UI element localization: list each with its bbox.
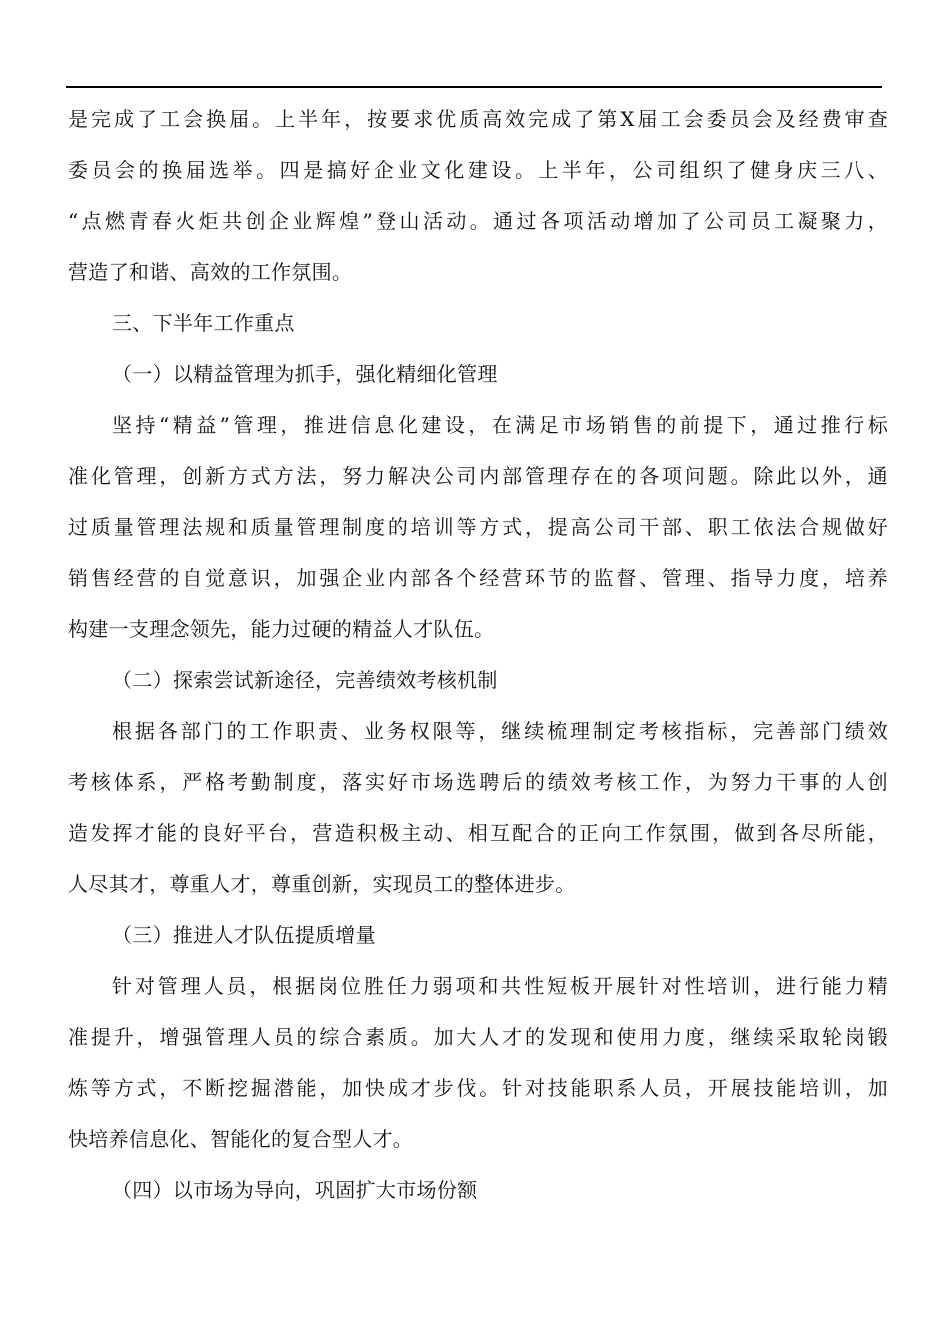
text-line: 炼等方式，不断挖掘潜能，加快成才步伐。针对技能职系人员，开展技能培训，加 (68, 1076, 888, 1100)
document-body (68, 94, 888, 1216)
text-line: 构建一支理念领先，能力过硬的精益人才队伍。 (68, 617, 495, 641)
subsection-heading: （四）以市场为导向，巩固扩大市场份额 (112, 1178, 478, 1202)
text-line: 坚持“精益”管理，推进信息化建设，在满足市场销售的前提下，通过推行标 (112, 413, 888, 437)
text-line: 营造了和谐、高效的工作氛围。 (68, 260, 353, 284)
text-line: 过质量管理法规和质量管理制度的培训等方式，提高公司干部、职工依法合规做好 (68, 515, 888, 539)
text-line: 根据各部门的工作职责、业务权限等，继续梳理制定考核指标，完善部门绩效 (112, 719, 888, 743)
text-line: 造发挥才能的良好平台，营造积极主动、相互配合的正向工作氛围，做到各尽所能， (68, 821, 888, 845)
subsection-heading: （三）推进人才队伍提质增量 (112, 923, 376, 947)
header-rule (66, 86, 882, 88)
subsection-heading: （二）探索尝试新途径，完善绩效考核机制 (112, 668, 498, 692)
text-line: 准化管理，创新方式方法，努力解决公司内部管理存在的各项问题。除此以外，通 (68, 464, 888, 488)
text-line: 销售经营的自觉意识，加强企业内部各个经营环节的监督、管理、指导力度，培养 (68, 566, 888, 590)
text-line: 针对管理人员，根据岗位胜任力弱项和共性短板开展针对性培训，进行能力精 (112, 974, 888, 998)
text-line: “点燃青春火炬共创企业辉煌”登山活动。通过各项活动增加了公司员工凝聚力， (68, 209, 888, 233)
subsection-heading: （一）以精益管理为抓手，强化精细化管理 (112, 362, 498, 386)
text-line: 准提升，增强管理人员的综合素质。加大人才的发现和使用力度，继续采取轮岗锻 (68, 1025, 888, 1049)
text-line: 人尽其才，尊重人才，尊重创新，实现员工的整体进步。 (68, 872, 576, 896)
section-heading: 三、下半年工作重点 (112, 311, 295, 335)
text-line: 考核体系，严格考勤制度，落实好市场选聘后的绩效考核工作，为努力干事的人创 (68, 770, 888, 794)
text-line: 快培养信息化、智能化的复合型人才。 (68, 1127, 414, 1151)
text-line: 是完成了工会换届。上半年，按要求优质高效完成了第X届工会委员会及经费审查 (68, 107, 888, 131)
text-line: 委员会的换届选举。四是搞好企业文化建设。上半年，公司组织了健身庆三八、 (68, 158, 888, 182)
